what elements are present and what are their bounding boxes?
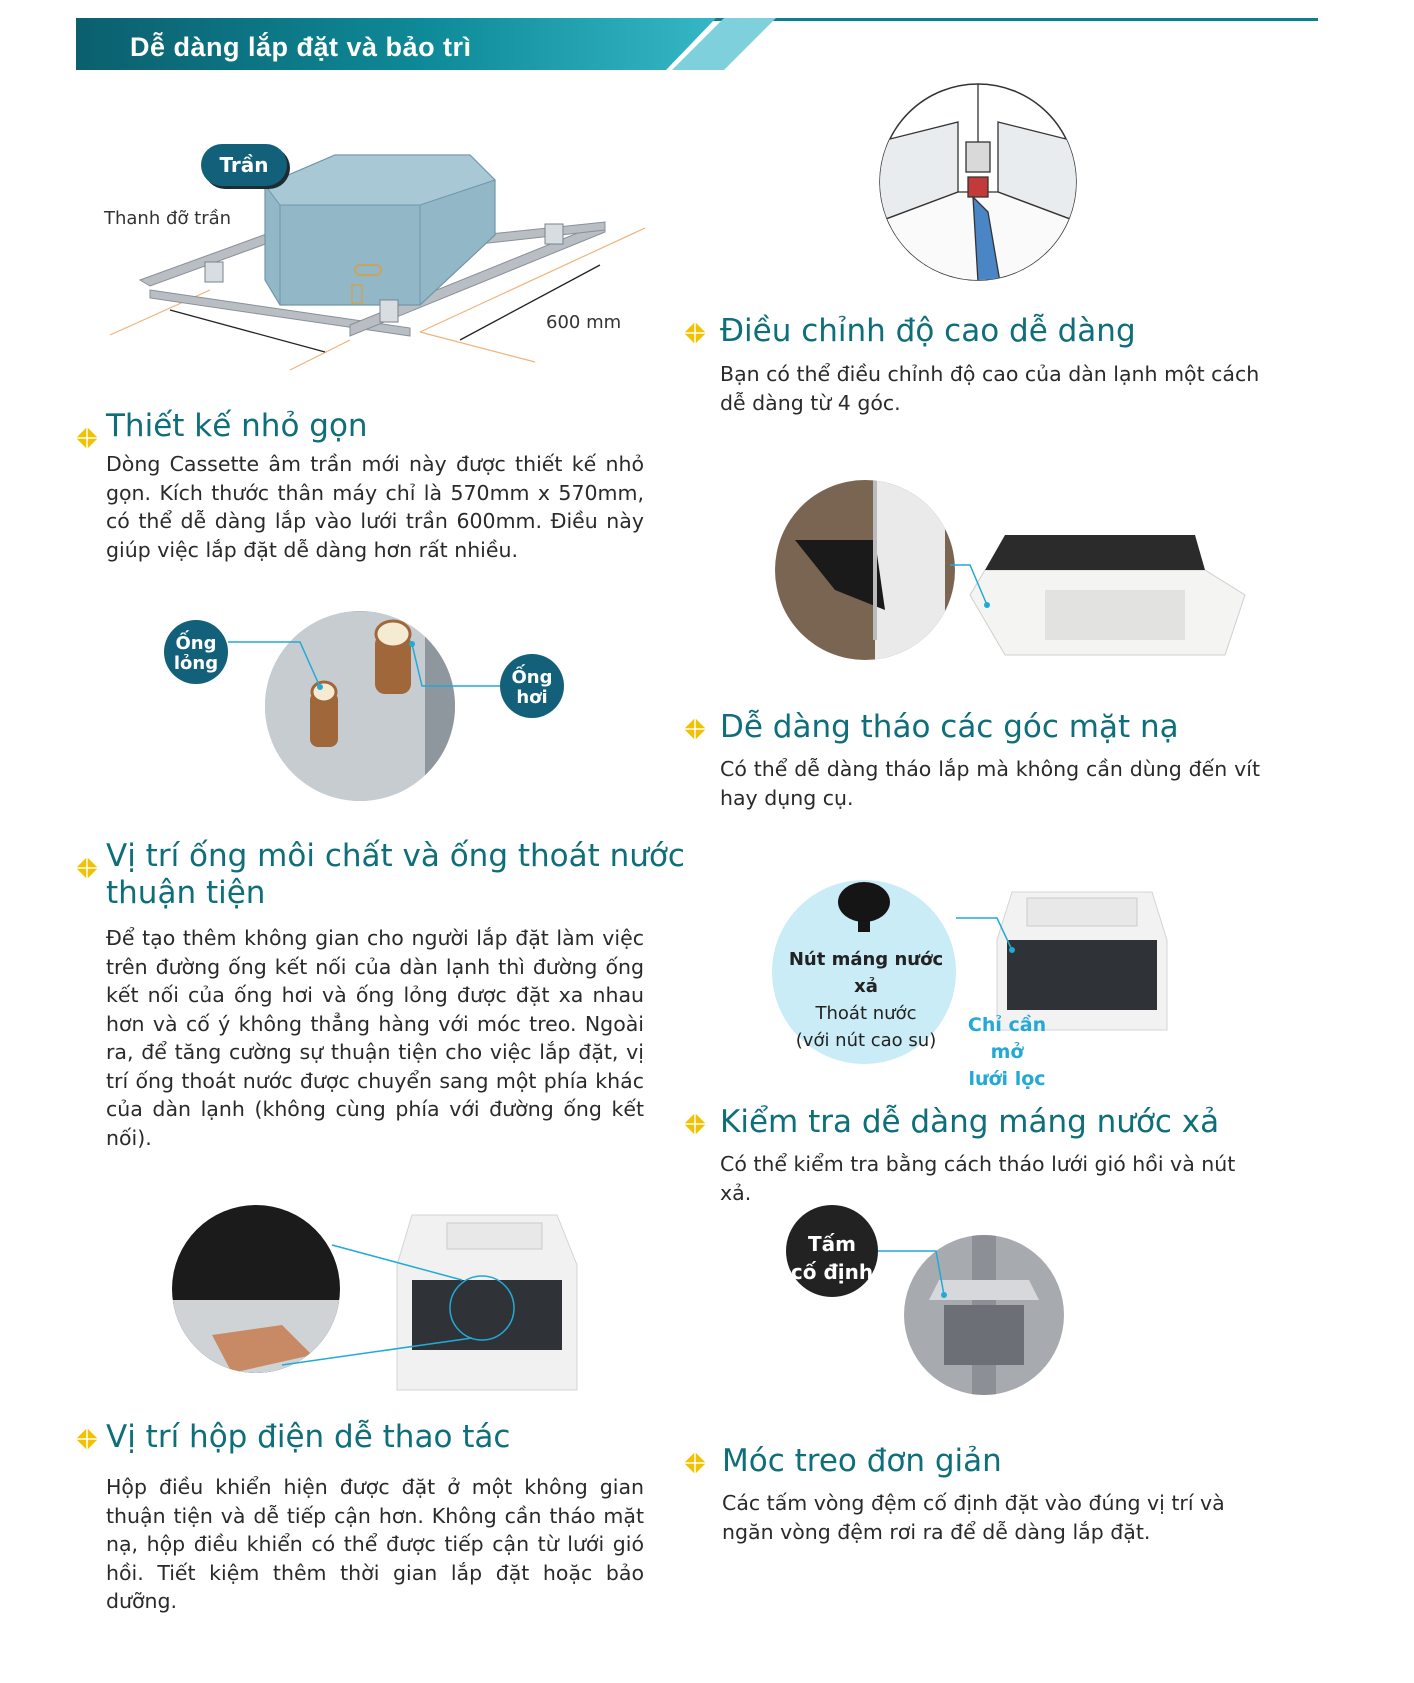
drain-plug-label	[774, 946, 958, 1054]
section-title-drain: Kiểm tra dễ dàng máng nước xả	[720, 1104, 1220, 1140]
diamond-bullet-icon	[76, 857, 98, 879]
ceiling-badge	[201, 144, 287, 186]
filter-label	[952, 1012, 1062, 1093]
filter-label-1: Chỉ cần mở	[967, 1014, 1047, 1063]
section-body-electric: Hộp điều khiển hiện được đặt ở một không gian thuận tiện và dễ tiếp cận hơn. Không cần tháo mặt nạ, hộp điều khiển có thể được tiếp cận từ lưới gió hồi. Tiết kiệm thêm thời gian lắp đặt hoặc bảo dưỡng.	[106, 1475, 644, 1613]
rail-label: Thanh đỡ trần	[104, 208, 232, 229]
section-body-compact: Dòng Cassette âm trần mới này được thiết kế nhỏ gọn. Kích thước thân máy chỉ là 570mm x 570mm, có thể dễ dàng lắp vào lưới trần 600mm. Điều này giúp việc lắp đặt dễ dàng hơn rất nhiều.	[106, 452, 644, 562]
section-body-drain: Có thể kiểm tra bằng cách tháo lưới gió hồi và nút xả.	[720, 1152, 1236, 1205]
section-title-electric: Vị trí hộp điện dễ thao tác	[106, 1419, 511, 1455]
section-body-hook: Các tấm vòng đệm cố định đặt vào đúng vị trí và ngăn vòng đệm rơi ra để dễ dàng lắp đặt.	[722, 1491, 1225, 1544]
header-bar	[76, 18, 1318, 70]
diamond-bullet-icon	[684, 1452, 706, 1474]
liquid-pipe-badge	[170, 634, 222, 674]
section-body-pipes: Để tạo thêm không gian cho người lắp đặt làm việc trên đường ống kết nối của dàn lạnh thì đường ống kết nối của ống hơi và ống lỏng được đặt xa nhau hơn và cố ý không thẳng hàng với móc treo. Ngoài ra, để tăng cường sự thuận tiện cho việc lắp đặt, vị trí ống thoát nước được chuyển sang một phía khác của dàn lạnh (không cùng phía với đường ống kết nối).	[106, 926, 644, 1150]
liquid-pipe-label-1: Ống	[175, 633, 217, 654]
fixing-plate-label-2: cố định	[790, 1260, 874, 1284]
height-adjust-illustration	[878, 82, 1078, 282]
ceiling-badge-text: Trần	[219, 153, 269, 177]
drain-plug-label-3: (với nút cao su)	[795, 1030, 937, 1051]
ceiling-unit-illustration	[100, 140, 660, 400]
diamond-bullet-icon	[684, 718, 706, 740]
gas-pipe-label-2: hơi	[516, 687, 548, 708]
fixing-plate-badge	[788, 1230, 876, 1286]
section-title-hook: Móc treo đơn giản	[722, 1443, 1002, 1479]
section-body-height: Bạn có thể điều chỉnh độ cao của dàn lạnh một cách dễ dàng từ 4 góc.	[720, 362, 1260, 415]
electric-box-illustration	[172, 1205, 602, 1405]
diamond-bullet-icon	[684, 1113, 706, 1135]
section-body-corners: Có thể dễ dàng tháo lắp mà không cần dùng đến vít hay dụng cụ.	[720, 757, 1260, 810]
liquid-pipe-label-2: lỏng	[173, 653, 219, 674]
header-title: Dễ dàng lắp đặt và bảo trì	[130, 32, 472, 62]
diamond-bullet-icon	[76, 1428, 98, 1450]
section-title-pipes-line2: thuận tiện	[106, 875, 266, 911]
drain-plug-label-2: Thoát nước	[815, 1003, 917, 1024]
section-title-corners: Dễ dàng tháo các góc mặt nạ	[720, 709, 1179, 745]
gas-pipe-badge	[506, 668, 558, 708]
diamond-bullet-icon	[76, 427, 98, 449]
panel-corner-illustration	[775, 480, 1245, 700]
dimension-label: 600 mm	[546, 312, 622, 333]
section-title-pipes-line1: Vị trí ống môi chất và ống thoát nước	[106, 838, 685, 874]
section-title-compact: Thiết kế nhỏ gọn	[106, 408, 368, 444]
filter-label-2: lưới lọc	[968, 1068, 1046, 1090]
fixing-plate-label-1: Tấm	[808, 1232, 856, 1256]
diamond-bullet-icon	[684, 322, 706, 344]
drain-plug-label-1: Nút máng nước xả	[788, 949, 944, 997]
section-title-height: Điều chỉnh độ cao dễ dàng	[720, 313, 1136, 349]
gas-pipe-label-1: Ống	[511, 667, 553, 688]
